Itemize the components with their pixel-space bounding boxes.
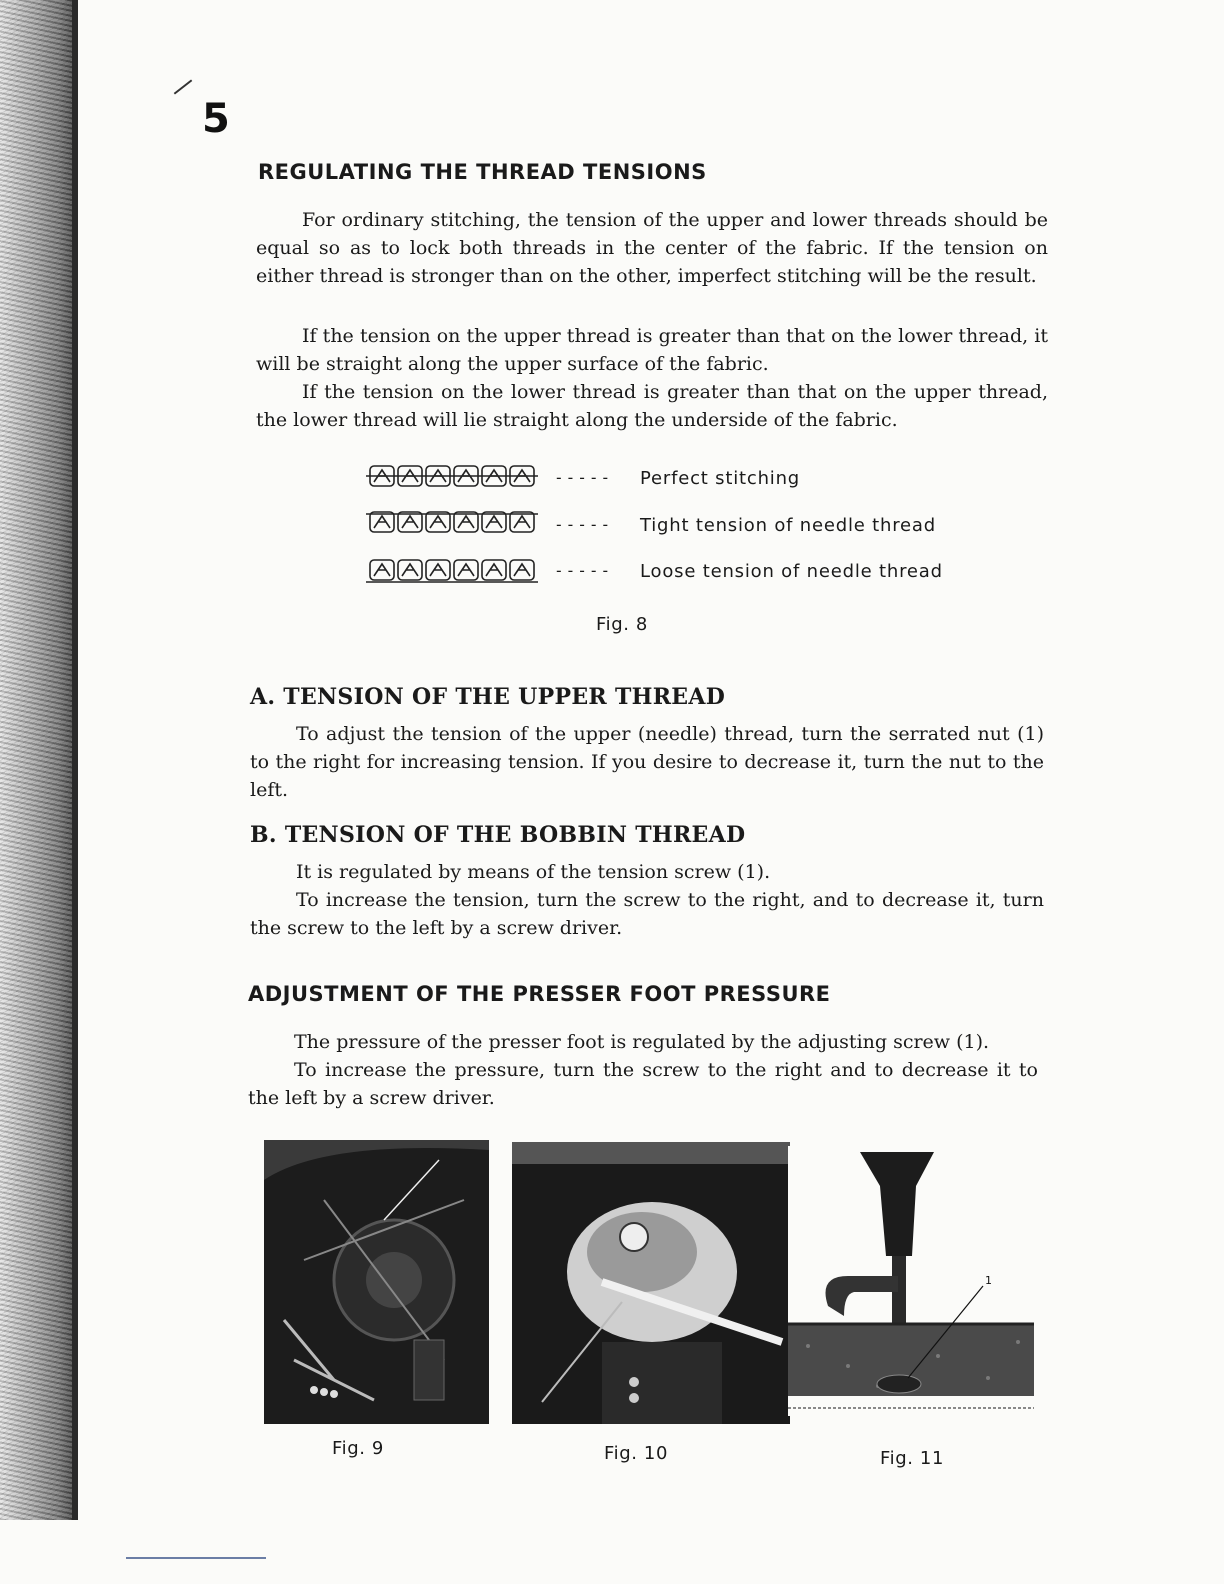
fig8-dash: -----	[554, 468, 613, 487]
stitch-crossing	[402, 516, 418, 528]
binding-shadow	[72, 0, 78, 1520]
fig8-caption: Fig. 8	[596, 614, 648, 635]
section-title-bobbin-thread: B. TENSION OF THE BOBBIN THREAD	[250, 822, 746, 848]
stitch-crossing	[430, 516, 446, 528]
stitch-crossing	[514, 516, 530, 528]
fig9-caption: Fig. 9	[332, 1438, 384, 1459]
stitch-crossing	[402, 564, 418, 576]
label-tight-tension: Tight tension of needle thread	[640, 515, 936, 536]
stitch-crossing	[514, 564, 530, 576]
section-title-upper-thread: A. TENSION OF THE UPPER THREAD	[250, 684, 726, 710]
stitch-crossing	[458, 516, 474, 528]
stitch-tight-illustration	[366, 506, 546, 536]
fig11-callout-label: 1	[985, 1274, 992, 1287]
fig10-caption: Fig. 10	[604, 1443, 669, 1464]
scanned-page-edge	[0, 0, 78, 1520]
paragraph-ordinary-stitching: For ordinary stitching, the tension of the upper and lower threads should be equal so as to lock both threads in the center of the fabric. If the tension on either thread is stronger than on the other, imperfect stitching will be the result.	[256, 209, 1048, 287]
section-title-thread-tensions: REGULATING THE THREAD TENSIONS	[258, 160, 707, 184]
footer-rule	[126, 1557, 266, 1559]
stitch-perfect-illustration	[366, 460, 546, 490]
label-loose-tension: Loose tension of needle thread	[640, 561, 943, 582]
paragraph-upper-greater: If the tension on the upper thread is greater than that on the lower thread, it will be straight along the upper surface of the fabric.	[256, 325, 1048, 375]
fig8-dash: -----	[554, 561, 613, 580]
fig9-upper-tension-photo	[264, 1140, 489, 1424]
paragraph-bobbin-increase: To increase the tension, turn the screw to the right, and to decrease it, turn the screw to the left by a screw driver.	[250, 889, 1044, 939]
section-title-presser-foot: ADJUSTMENT OF THE PRESSER FOOT PRESSURE	[248, 982, 831, 1006]
stitch-crossing	[374, 516, 390, 528]
paragraph-lower-greater: If the tension on the lower thread is greater than that on the upper thread, the lower thread will lie straight along the underside of the fabric.	[256, 381, 1048, 431]
paragraph-bobbin-regulated: It is regulated by means of the tension screw (1).	[296, 861, 771, 883]
stitch-crossing	[486, 516, 502, 528]
paragraph-upper-thread: To adjust the tension of the upper (needle) thread, turn the serrated nut (1) to the right for increasing tension. If you desire to decrease it, turn the nut to the left.	[250, 723, 1044, 801]
stitch-crossing	[430, 564, 446, 576]
page-number: 5	[202, 96, 230, 142]
stitch-crossing	[458, 564, 474, 576]
fig10-bobbin-tension-photo	[512, 1142, 790, 1424]
stitch-crossing	[486, 564, 502, 576]
label-perfect-stitching: Perfect stitching	[640, 468, 801, 489]
pen-mark	[174, 79, 193, 94]
stitch-crossing	[374, 564, 390, 576]
fig11-presser-screw-photo	[788, 1146, 1034, 1416]
fig8-dash: -----	[554, 515, 613, 534]
stitch-loose-illustration	[366, 554, 546, 584]
fig11-caption: Fig. 11	[880, 1448, 945, 1469]
paragraph-presser-regulated: The pressure of the presser foot is regulated by the adjusting screw (1).	[294, 1031, 990, 1053]
paragraph-presser-increase: To increase the pressure, turn the screw to the right and to decrease it to the left by a screw driver.	[248, 1059, 1038, 1109]
